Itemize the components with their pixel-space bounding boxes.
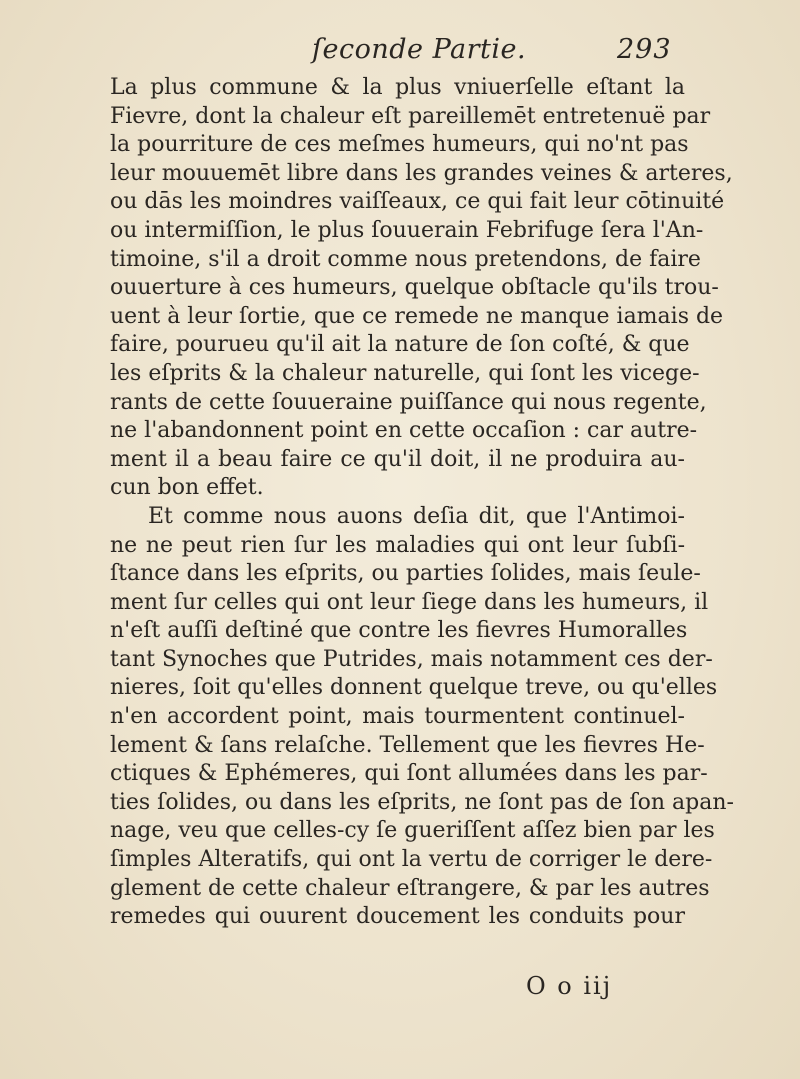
text-line: ou intermiſſion, le plus ſouuerain Febrifuge ſera l'An- <box>110 217 704 243</box>
text-line: Fievre, dont la chaleur eſt pareillemēt entretenuë par <box>110 103 711 129</box>
text-line: ne ne peut rien ſur les maladies qui ont leur ſubſi- <box>110 532 685 558</box>
text-line: leur mouuemēt libre dans les grandes veines & arteres, <box>110 160 733 186</box>
text-line: ſimples Alteratifs, qui ont la vertu de corriger le dere- <box>110 847 713 873</box>
text-line: lement & ſans relaſche. Tellement que les fievres He- <box>110 732 705 758</box>
body-text <box>110 74 734 932</box>
text-line: remedes qui ouurent doucement les conduits pour <box>110 904 685 930</box>
text-line: ment il a beau faire ce qu'il doit, il ne produira au- <box>110 446 685 472</box>
text-line: rants de cette ſouueraine puiſſance qui nous regente, <box>110 389 707 415</box>
text-line: La plus commune & la plus vniuerſelle eſtant la <box>110 75 685 100</box>
paragraph-1 <box>110 74 733 503</box>
text-line: ctiques & Ephémeres, qui ſont allumées dans les par- <box>110 761 708 787</box>
text-line: les eſprits & la chaleur naturelle, qui ſont les vicege- <box>110 360 700 386</box>
text-line: ne l'abandonnent point en cette occaſion : car autre- <box>110 418 698 444</box>
text-line: nieres, ſoit qu'elles donnent quelque treve, ou qu'elles <box>110 675 718 701</box>
running-title: ſeconde Partie. <box>312 34 527 65</box>
text-line: ties ſolides, ou dans les eſprits, ne ſont pas de ſon apan- <box>110 789 734 815</box>
catchword-signature: O o iij <box>526 972 613 1000</box>
text-line: n'en accordent point, mais tourmentent continuel- <box>110 704 685 730</box>
text-line: ouuerture à ces humeurs, quelque obſtacle qu'ils trou- <box>110 275 719 301</box>
text-line: timoine, s'il a droit comme nous pretendons, de faire <box>110 246 701 272</box>
text-line: ou dās les moindres vaiſſeaux, ce qui fait leur cōtinuité <box>110 189 725 215</box>
text-line: la pourriture de ces meſmes humeurs, qui no'nt pas <box>110 132 689 158</box>
text-line: faire, pourueu qu'il ait la nature de ſon coſté, & que <box>110 332 690 358</box>
text-line: uent à leur ſortie, que ce remede ne manque iamais de <box>110 303 724 329</box>
text-line: Et comme nous auons deſia dit, que l'Antimoi- <box>148 503 685 529</box>
page-header <box>0 34 800 74</box>
page-number: 293 <box>617 34 672 65</box>
text-line: glement de cette chaleur eſtrangere, & par les autres <box>110 875 710 901</box>
text-line: cun bon effet. <box>110 475 264 501</box>
text-line: n'eſt auſſi deſtiné que contre les fievres Humoralles <box>110 618 688 644</box>
text-line: ſtance dans les eſprits, ou parties ſolides, mais ſeule- <box>110 561 701 587</box>
text-line: nage, veu que celles-cy ſe gueriſſent aſſez bien par les <box>110 818 715 844</box>
text-line: ment ſur celles qui ont leur ſiege dans les humeurs, il <box>110 589 709 615</box>
paragraph-2 <box>110 503 734 932</box>
text-line: tant Synoches que Putrides, mais notamment ces der- <box>110 646 713 672</box>
